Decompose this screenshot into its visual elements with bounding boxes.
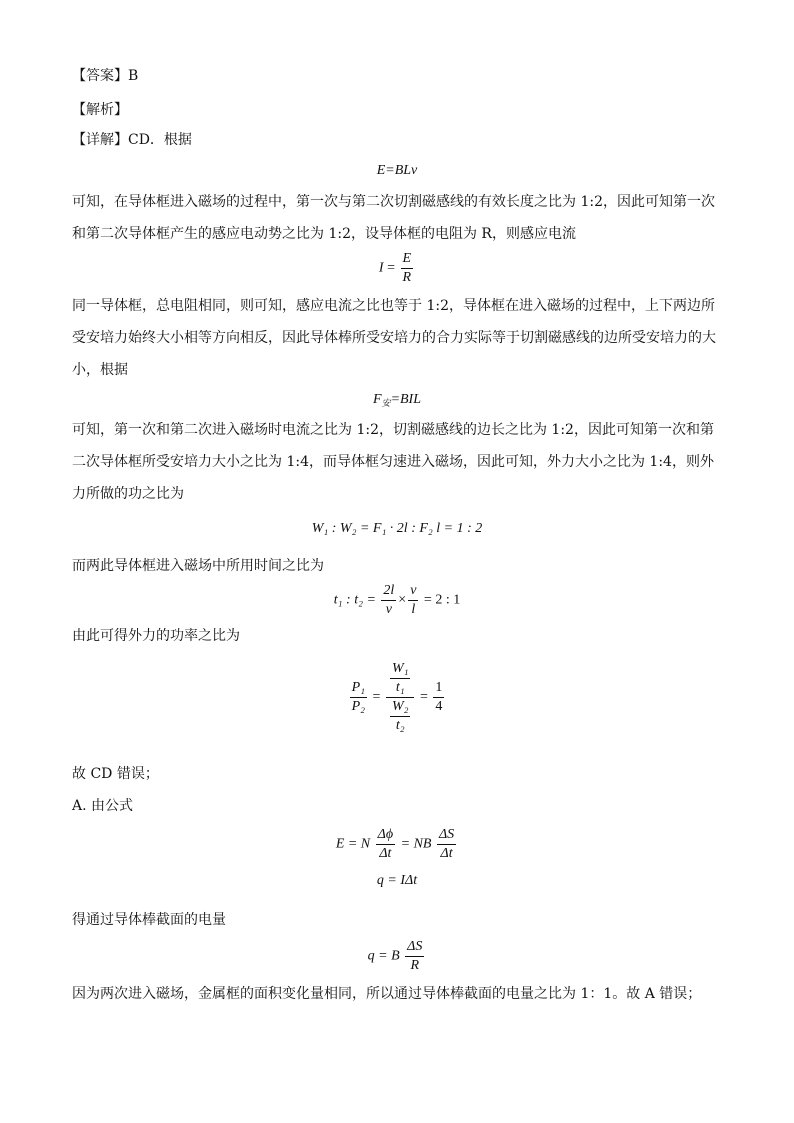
- eq-power-t1: t₁: [395, 680, 405, 695]
- equation-faraday: [0, 826, 794, 863]
- eq-time-f2-den: l: [411, 602, 416, 617]
- eq-faraday-lhs: E = N: [335, 836, 371, 852]
- eq-charge2-den: R: [410, 958, 420, 973]
- eq-faraday-frac-1: [376, 826, 395, 863]
- eq-power-result: [433, 679, 444, 716]
- eq-current-lhs: I: [378, 260, 384, 276]
- eq-charge2-num: ΔS: [405, 938, 424, 957]
- equation-emf: E=BLv: [376, 163, 418, 178]
- analysis-heading: 【解析】: [72, 102, 128, 118]
- answer-line: 【答案】B: [72, 68, 139, 84]
- eq-time-frac-1: [381, 582, 396, 619]
- equation-charge: q = IΔt: [376, 873, 418, 888]
- paragraph-7: A. 由公式: [72, 798, 134, 814]
- equation-force: [0, 390, 794, 413]
- paragraph-9: 因为两次进入磁场，金属框的面积变化量相同，所以通过导体棒截面的电量之比为 1：1。故 A 错误；: [72, 986, 702, 1002]
- eq-time-lhs: t₁ : t₂ =: [333, 592, 376, 608]
- equation-time: [0, 582, 794, 619]
- eq-power-p-ratio: [350, 679, 367, 716]
- eq-power-compound: [386, 660, 415, 735]
- eq-time-rhs: = 2 : 1: [423, 592, 461, 608]
- eq-time-times: ×: [398, 592, 407, 608]
- eq-power-w1-over-t1: [390, 660, 411, 697]
- eq-time-f1-den: v: [385, 602, 392, 617]
- paragraph-1: 可知，在导体框进入磁场的过程中，第一次与第二次切割磁感线的有效长度之比为 1:2，因此可知第一次和第二次导体框产生的感应电动势之比为 1:2，设导体框的电阻为 R，则感应电流: [72, 194, 715, 242]
- equation-charge-2: [0, 938, 794, 975]
- eq-faraday-frac-2: [437, 826, 456, 863]
- eq-force-sub: 安: [381, 398, 391, 408]
- paragraph-6: 故 CD 错误；: [72, 766, 159, 782]
- eq-time-f2-num: v: [408, 582, 418, 601]
- eq-current-fraction: [401, 250, 414, 287]
- eq-power-p-den: P₂: [351, 699, 366, 714]
- paragraph-2: 同一导体框，总电阻相同，则可知，感应电流之比也等于 1:2，导体框在进入磁场的过程中，上下两边所受安培力始终大小相等方向相反，因此导体棒所受安培力的合力实际等于切割磁感线的边所受安培力的大小，根据: [72, 298, 716, 378]
- eq-faraday-f2-den: Δt: [440, 846, 453, 861]
- equation-current: I = $\frac{E}{R}$: [378, 251, 412, 285]
- eq-power-result-num: 1: [433, 679, 444, 698]
- eq-current-num: E: [401, 250, 414, 269]
- paragraph-4: 而两此导体框进入磁场中所用时间之比为: [72, 558, 324, 574]
- equation-work: W₁ : W₂ = F₁ · 2l : F₂ l = 1 : 2: [311, 521, 483, 536]
- detail-intro: 【详解】CD．根据: [72, 132, 192, 148]
- eq-faraday-f2-num: ΔS: [437, 826, 456, 845]
- equation-power: $\frac{\text{P₁}}{\text{P₂}}$ = $\frac{\frac{\text{W₁}}{\text{t₁}}}{\frac{\text{W₂}}{\text{t₂}}}$ = $\frac{1}{4}$: [351, 661, 443, 733]
- eq-power-result-den: 4: [435, 699, 443, 714]
- eq-power-w2-over-t2: [390, 698, 411, 735]
- eq-power-compound-den: [386, 698, 415, 735]
- eq-current-den: R: [402, 270, 412, 285]
- eq-faraday-mid: = NB: [400, 836, 432, 852]
- eq-charge2-frac: [405, 938, 424, 975]
- eq-charge2-lhs: q = B: [367, 948, 400, 964]
- eq-faraday-f1-den: Δt: [379, 846, 392, 861]
- eq-power-t2: t₂: [395, 718, 405, 733]
- eq-power-p-num: P₁: [350, 679, 367, 698]
- eq-power-compound-num: [386, 660, 415, 698]
- eq-time-f1-num: 2l: [381, 582, 396, 601]
- eq-power-w1: W₁: [390, 660, 411, 679]
- paragraph-8: 得通过导体棒截面的电量: [72, 912, 226, 928]
- eq-force-lhs: F: [372, 392, 382, 407]
- eq-force-rhs: =BIL: [390, 392, 422, 407]
- eq-time-frac-2: [408, 582, 418, 619]
- paragraph-5: 由此可得外力的功率之比为: [72, 628, 240, 644]
- paragraph-3: 可知，第一次和第二次进入磁场时电流之比为 1:2，切割磁感线的边长之比为 1:2，因此可知第一次和第二次导体框所受安培力大小之比为 1:4，而导体框匀速进入磁场，因此可知，外力大小之比为 1:4，则外力所做的功之比为: [72, 422, 714, 502]
- eq-faraday-f1-num: Δϕ: [376, 826, 395, 845]
- eq-power-w2: W₂: [390, 698, 411, 717]
